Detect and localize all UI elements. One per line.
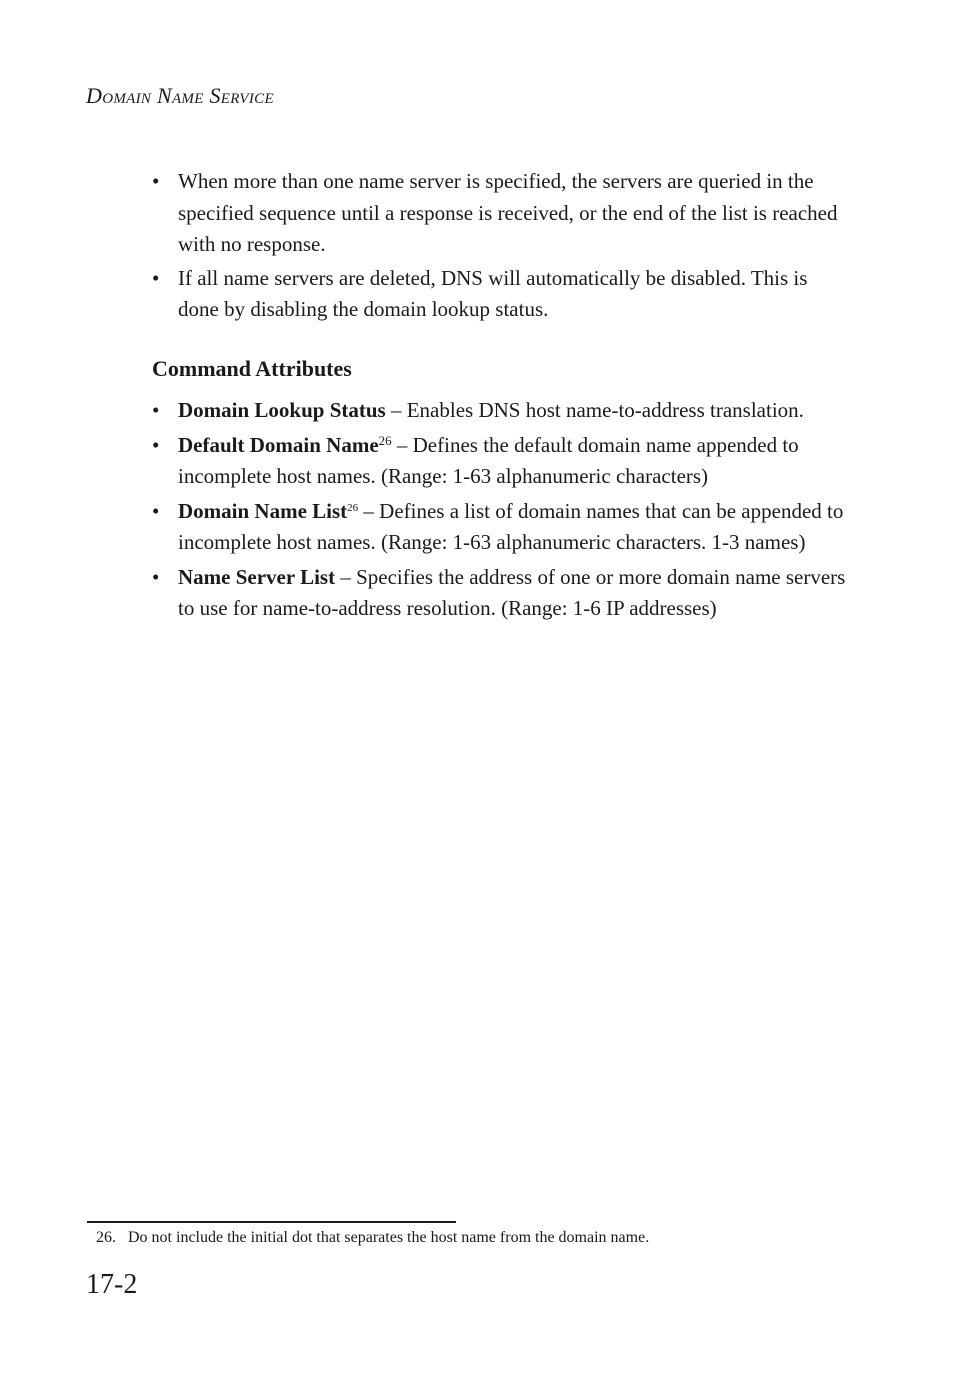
footnote	[96, 1229, 649, 1247]
bullet-icon: •	[152, 498, 160, 523]
bullet-text: If all name servers are deleted, DNS will automatically be disabled. This is done by disabling the domain lookup status.	[178, 265, 808, 321]
attribute-term: Domain Name List	[178, 498, 348, 523]
bullet-icon: •	[152, 169, 160, 193]
footnote-divider	[87, 1221, 456, 1223]
bullet-icon: •	[152, 265, 160, 290]
attribute-item-domain-lookup-status	[152, 395, 852, 427]
bullet-icon: •	[152, 398, 160, 422]
list-item	[152, 166, 852, 261]
footnote-ref[interactable]: 26	[347, 501, 359, 514]
attribute-term: Name Server List	[178, 564, 336, 589]
attribute-item-default-domain-name	[152, 430, 852, 493]
attribute-term: Default Domain Name	[178, 432, 379, 457]
attribute-description: – Defines the default domain name appended to incomplete host names. (Range: 1-63 alphanumeric characters)	[178, 432, 799, 488]
running-header: Domain Name Service	[86, 83, 274, 108]
section-heading: Command Attributes	[152, 356, 352, 381]
bullet-icon: •	[152, 564, 160, 589]
footnote-ref[interactable]: 26	[378, 432, 392, 448]
bullet-icon: •	[152, 432, 160, 457]
list-item	[152, 263, 852, 326]
bullet-text: When more than one name server is specified, the servers are queried in the specified sequence until a response is received, or the end of the list is reached with no response.	[178, 169, 838, 256]
attribute-term: Domain Lookup Status	[178, 398, 386, 422]
intro-bullet-list	[152, 166, 852, 326]
attribute-description: – Specifies the address of one or more domain name servers to use for name-to-address resolution. (Range: 1-6 IP addresses)	[178, 564, 846, 620]
attribute-description: – Enables DNS host name-to-address translation.	[385, 398, 804, 422]
attribute-description: – Defines a list of domain names that can be appended to incomplete host names. (Range: 1-63 alphanumeric characters. 1-3 names)	[178, 498, 844, 554]
attribute-item-domain-name-list	[152, 496, 852, 559]
attribute-list	[152, 395, 852, 625]
footnote-number: 26.	[96, 1229, 116, 1246]
attribute-item-name-server-list	[152, 562, 852, 625]
page-number: 17-2	[86, 1269, 138, 1300]
footnote-text: Do not include the initial dot that separates the host name from the domain name.	[128, 1229, 650, 1246]
